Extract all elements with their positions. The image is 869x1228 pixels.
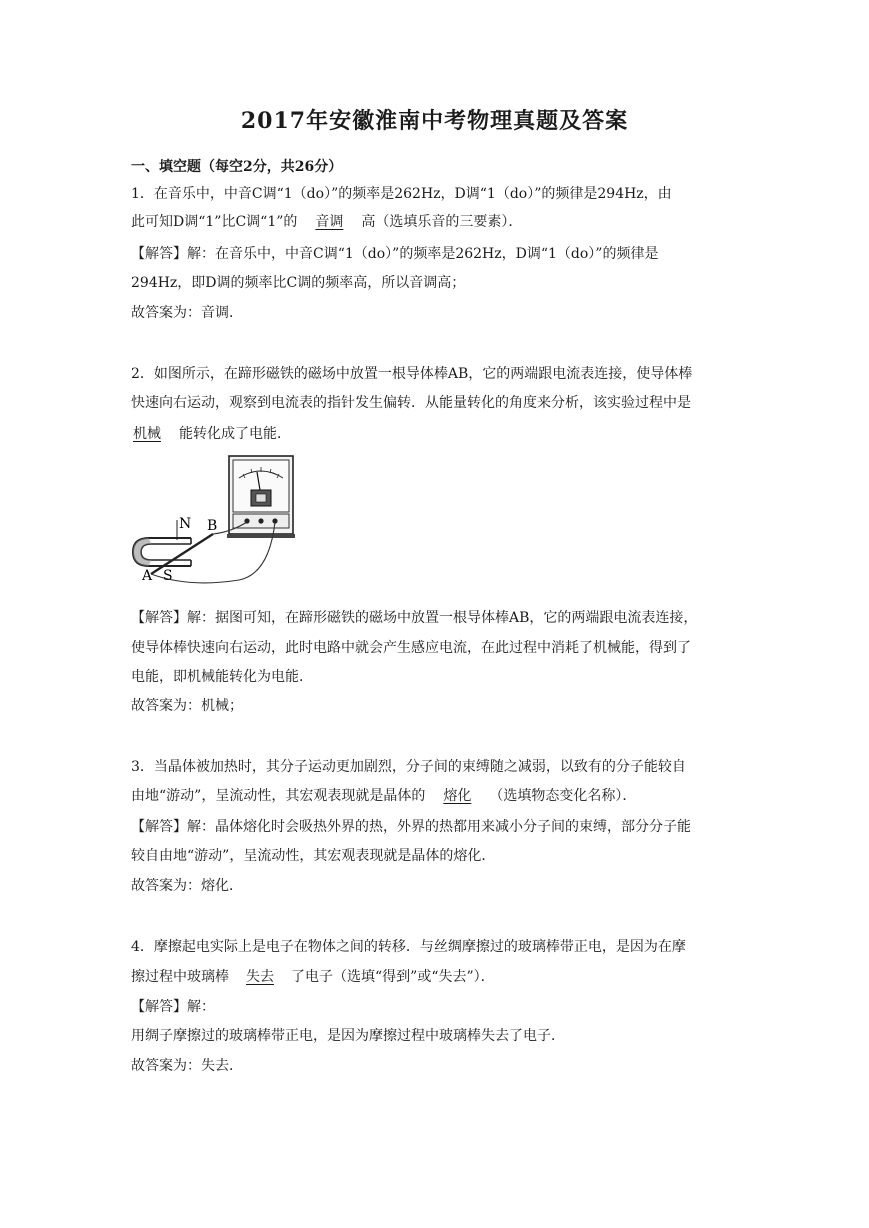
q3-line2-pre: 由地“游动”，呈流动性，其宏观表现就是晶体的 bbox=[131, 788, 426, 804]
q2-line3 bbox=[131, 424, 741, 444]
q3-final-answer: 故答案为：熔化． bbox=[131, 878, 243, 894]
label-n: N bbox=[179, 516, 192, 532]
galvanometer-circuit-diagram bbox=[129, 452, 301, 586]
experiment-figure bbox=[129, 452, 301, 586]
q1-answer-blank: 音调 bbox=[315, 214, 344, 230]
q4-solution-head: 【解答】解： bbox=[131, 999, 215, 1015]
q4-line2 bbox=[131, 967, 741, 987]
q2-solution-line1: 【解答】解：据图可知，在蹄形磁铁的磁场中放置一根导体棒AB，它的两端跟电流表连接， bbox=[131, 610, 698, 626]
q4-line1: 4．摩擦起电实际上是电子在物体之间的转移．与丝绸摩擦过的玻璃棒带正电，是因为在摩 bbox=[131, 939, 686, 955]
q4-line2-post: 了电子（选填“得到”或“失去”）． bbox=[291, 969, 495, 985]
q4-final-answer: 故答案为：失去． bbox=[131, 1058, 243, 1074]
section-heading: 一、填空题（每空2分，共26分） bbox=[131, 159, 343, 175]
page-title: 2017年安徽淮南中考物理真题及答案 bbox=[240, 108, 629, 134]
q4-line2-pre: 擦过程中玻璃棒 bbox=[131, 969, 229, 985]
galvanometer-icon bbox=[227, 456, 295, 538]
q2-solution-line2: 使导体棒快速向右运动，此时电路中就会产生感应电流，在此过程中消耗了机械能，得到了 bbox=[131, 640, 691, 656]
q1-line1: 1．在音乐中，中音C调“1（do）”的频率是262Hz，D调“1（do）”的频律是294Hz，由 bbox=[131, 186, 672, 202]
q1-final-answer: 故答案为：音调． bbox=[131, 305, 243, 321]
q2-line1: 2．如图所示，在蹄形磁铁的磁场中放置一根导体棒AB，它的两端跟电流表连接，使导体棒 bbox=[131, 366, 693, 382]
q3-line2-post: （选填物态变化名称）． bbox=[489, 788, 637, 804]
q3-line2 bbox=[131, 786, 741, 806]
q2-final-answer: 故答案为：机械； bbox=[131, 698, 243, 714]
q3-answer-blank: 熔化 bbox=[443, 788, 472, 804]
q1-line2 bbox=[131, 212, 741, 232]
q1-line2-post: 高（选填乐音的三要素）． bbox=[361, 214, 523, 230]
label-s: S bbox=[163, 568, 173, 584]
q2-solution-line3: 电能，即机械能转化为电能． bbox=[131, 669, 313, 685]
q4-solution-line1: 用绸子摩擦过的玻璃棒带正电，是因为摩擦过程中玻璃棒失去了电子． bbox=[131, 1028, 565, 1044]
q1-line2-pre: 此可知D调“1”比C调“1”的 bbox=[131, 214, 298, 230]
horseshoe-magnet-icon bbox=[133, 538, 191, 566]
q3-solution-line1: 【解答】解：晶体熔化时会吸热外界的热，外界的热都用来减小分子间的束缚，部分分子能 bbox=[131, 819, 691, 835]
q4-answer-blank: 失去 bbox=[246, 969, 274, 985]
q1-solution-line1: 【解答】解：在音乐中，中音C调“1（do）”的频率是262Hz，D调“1（do）”的频律是 bbox=[131, 246, 659, 262]
label-a: A bbox=[142, 568, 153, 584]
q3-solution-line2: 较自由地“游动”，呈流动性，其宏观表现就是晶体的熔化． bbox=[131, 848, 496, 864]
q2-line3-post: 能转化成了电能． bbox=[179, 426, 291, 442]
q3-line1: 3．当晶体被加热时，其分子运动更加剧烈，分子间的束缚随之减弱，以致有的分子能较自 bbox=[131, 759, 686, 775]
label-b: B bbox=[207, 518, 218, 534]
conductor-rod-ab bbox=[151, 534, 213, 574]
q2-answer-blank: 机械 bbox=[133, 426, 161, 442]
q1-solution-line2: 294Hz，即D调的频率比C调的频率高，所以音调高； bbox=[131, 275, 466, 291]
q2-line2: 快速向右运动，观察到电流表的指针发生偏转．从能量转化的角度来分析，该实验过程中是 bbox=[131, 395, 691, 411]
